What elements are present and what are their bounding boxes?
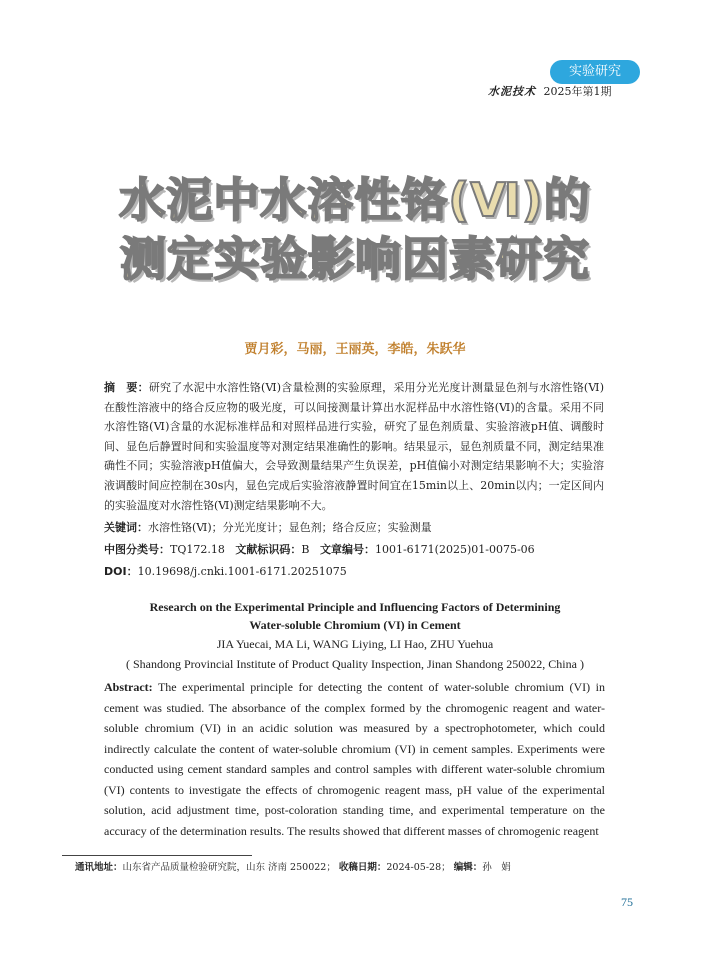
abstract-cn-label: 摘 要： — [104, 381, 149, 394]
received-value: 2024-05-28； — [386, 862, 451, 873]
english-title-line-1: Research on the Experimental Principle and Influencing Factors of Determining — [149, 600, 561, 614]
english-authors: JIA Yuecai, MA Li, WANG Liying, LI Hao, ZHU Yuehua — [216, 637, 494, 651]
clc-label: 中图分类号： — [104, 543, 170, 556]
abstract-cn — [104, 378, 604, 515]
received-label: 收稿日期： — [338, 862, 387, 873]
editor-label: 编辑： — [453, 862, 483, 873]
doc-code-label: 文献标识码： — [235, 543, 302, 556]
english-affiliation: ( Shandong Provincial Institute of Product Quality Inspection, Jinan Shandong 250022, China ) — [126, 657, 584, 671]
abstract-en-label: Abstract: — [104, 680, 153, 694]
address-value: 山东省产品质量检验研究院，山东 济南 250022； — [122, 862, 336, 873]
clc-value: TQ172.18 — [170, 543, 225, 556]
abstract-en-text: The experimental principle for detecting the content of water-soluble chromium (VI) in cement was studied. The absorbance of the complex formed by the chromogenic reagent and water-soluble chromium (VI) in an acidic solution was measured by a spectrophotometer, which could indirectly calculate the content of water-soluble chromium (VI) in cement samples. Experiments were conducted using cement standard samples and control samples with different water-soluble chromium (VI) contents to investigate the effects of chromogenic reagent mass, pH value of the experimental solution, acid adjustment time, post-coloration standing time, and experimental temperature on the accuracy of the determination results. The results showed that different masses of chromogenic reagent — [104, 680, 605, 838]
keywords-label: 关键词： — [104, 521, 148, 534]
authors-cn: 贾月彩，马丽，王丽英，李皓，朱跃华 — [244, 342, 466, 357]
journal-issue: 2025年第1期 — [543, 85, 612, 98]
abstract-cn-text: 研究了水泥中水溶性铬(Ⅵ)含量检测的实验原理，采用分光光度计测量显色剂与水溶性铬(Ⅵ)在酸性溶液中的络合反应物的吸光度，可以间接测量计算出水泥样品中水溶性铬(Ⅵ)的含量。采用不同水溶性铬(Ⅵ)含量的水泥标准样品和对照样品进行实验，研究了显色剂质量、实验溶液pH值、调酸时间、显色后静置时间和实验温度等对测定结果准确性的影响。结果显示，显色剂质量不同，测定结果准确性不同；实验溶液pH值偏大，会导致测量结果产生负误差，pH值偏小对测定结果影响不大；实验溶液调酸时间应控制在30s内，显色完成后实验溶液静置时间宜在15min以上、20min以内；一定区间内的实验温度对水溶性铬(Ⅵ)测定结果影响不大。 — [104, 381, 604, 512]
english-title-line-2: Water-soluble Chromium (VI) in Cement — [249, 618, 461, 632]
doi-value[interactable]: 10.19698/j.cnki.1001-6171.20251075 — [137, 565, 347, 578]
classification-line — [104, 541, 624, 559]
doi-label: DOI： — [104, 565, 138, 578]
journal-header — [488, 83, 612, 99]
section-badge: 实验研究 — [550, 60, 640, 84]
keywords-text: 水溶性铬(Ⅵ)；分光光度计；显色剂；络合反应；实验测量 — [148, 521, 432, 534]
keywords — [104, 519, 624, 537]
title-line-2: 测定实验影响因素研究 — [120, 232, 590, 286]
article-number-label: 文章编号： — [319, 543, 375, 556]
doi-line — [104, 563, 624, 581]
footnote — [75, 859, 511, 873]
doc-code-value: B — [301, 543, 310, 556]
journal-name: 水泥技术 — [488, 85, 536, 98]
address-label: 通讯地址： — [75, 862, 123, 873]
title-line-1: 水泥中水溶性铬(Ⅵ)的 — [119, 173, 591, 227]
article-number-value: 1001-6171(2025)01-0075-06 — [374, 543, 535, 556]
page-number: 75 — [621, 895, 633, 909]
abstract-en — [104, 677, 605, 841]
footnote-rule — [62, 855, 252, 856]
editor-value: 孙 娟 — [482, 862, 511, 873]
